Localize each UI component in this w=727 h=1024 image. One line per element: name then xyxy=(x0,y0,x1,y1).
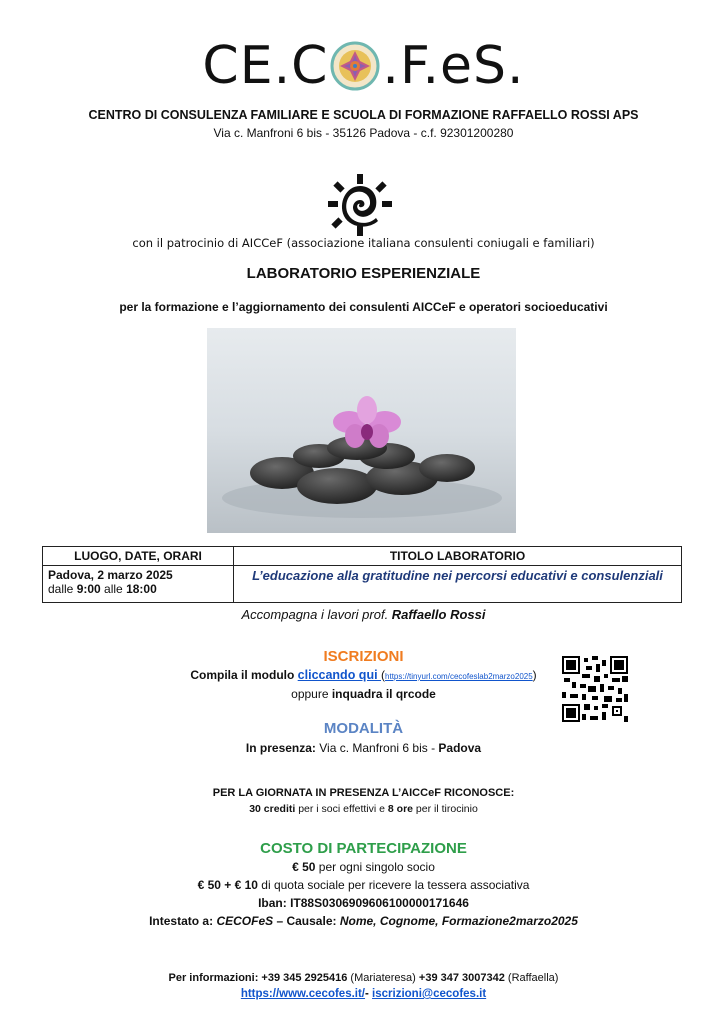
place-date: Padova, 2 marzo 2025 xyxy=(48,568,173,582)
col-header-title: TITOLO LABORATORIO xyxy=(234,547,682,566)
qr-instruction: oppure inquadra il qrcode xyxy=(291,687,436,701)
price-member: € 50 per ogni singolo socio xyxy=(292,860,435,874)
page-title: LABORATORIO ESPERIENZIALE xyxy=(246,265,481,282)
stones-orchid-photo xyxy=(207,328,516,533)
subtitle: per la formazione e l’aggiornamento dei consulenti AICCeF e operatori socioeducativi xyxy=(119,300,608,314)
register-link[interactable]: cliccando qui xyxy=(297,668,382,682)
patronage: con il patrocinio di AICCeF (associazione italiana consulenti coniugali e familiari) xyxy=(132,236,595,250)
email-link[interactable]: iscrizioni@cecofes.it xyxy=(372,988,487,1000)
org-name: CENTRO DI CONSULENZA FAMILIARE E SCUOLA DI FORMAZIONE RAFFAELLO ROSSI APS xyxy=(88,108,639,122)
logo xyxy=(0,36,727,110)
mandala-icon xyxy=(330,41,380,91)
iscrizioni-heading: ISCRIZIONI xyxy=(323,648,404,665)
costo-heading: COSTO DI PARTECIPAZIONE xyxy=(260,840,467,857)
recognition-heading: PER LA GIORNATA IN PRESENZA L’AICCeF RICONOSCE: xyxy=(212,787,515,799)
aiccef-sun-icon xyxy=(328,172,392,236)
workshop-title: L’educazione alla gratitudine nei percorsi educativi e consulenziali xyxy=(234,566,682,603)
logo-text-right: .F.eS. xyxy=(382,36,525,96)
contact-info: Per informazioni: +39 345 2925416 (Mariateresa) +39 347 3007342 (Raffaella) xyxy=(168,972,559,984)
qr-code[interactable] xyxy=(562,656,628,722)
register-url[interactable]: https://tinyurl.com/cecofeslab2marzo2025 xyxy=(385,672,533,681)
iban: Iban: IT88S0306909606100000171646 xyxy=(258,896,469,910)
time-range: dalle 9:00 alle 18:00 xyxy=(48,582,157,596)
info-table xyxy=(42,546,682,603)
org-address: Via c. Manfroni 6 bis - 35126 Padova - c.f. 92301200280 xyxy=(213,126,514,140)
price-with-fee: € 50 + € 10 di quota sociale per ricevere la tessera associativa xyxy=(197,878,530,892)
accompany-line: Accompagna i lavori prof. Raffaello Rossi xyxy=(241,607,486,622)
recognition-credits: 30 crediti per i soci effettivi e 8 ore per il tirocinio xyxy=(249,803,478,815)
modalita-line: In presenza: Via c. Manfroni 6 bis - Padova xyxy=(245,741,482,755)
logo-text-left: CE.C xyxy=(202,36,329,96)
col-header-place: LUOGO, DATE, ORARI xyxy=(43,547,234,566)
footer-links: https://www.cecofes.it/- iscrizioni@cecofes.it xyxy=(240,988,487,1000)
website-link[interactable]: https://www.cecofes.it/ xyxy=(240,988,366,1000)
payment-reference: Intestato a: CECOFeS – Causale: Nome, Cognome, Formazione2marzo2025 xyxy=(149,914,578,928)
place-date-cell xyxy=(43,566,234,603)
iscrizioni-line: Compila il modulo cliccando qui (https://tinyurl.com/cecofeslab2marzo2025) xyxy=(190,668,537,682)
modalita-heading: MODALITÀ xyxy=(323,720,404,737)
